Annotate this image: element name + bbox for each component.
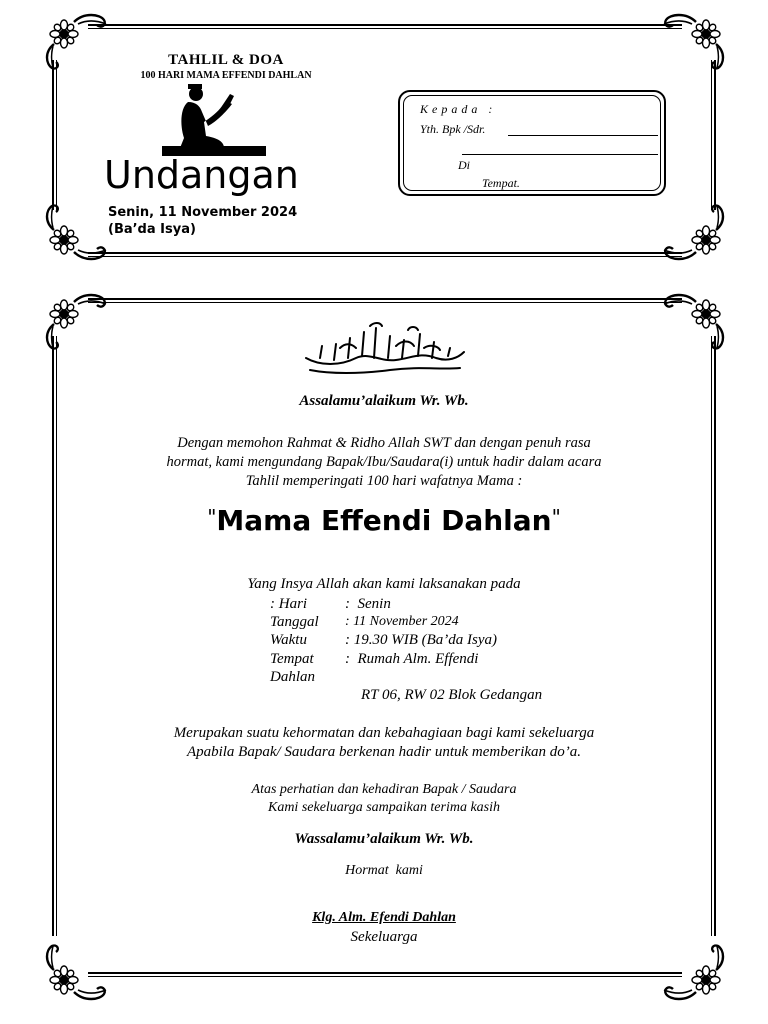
detail-hari-label: : Hari [270, 596, 308, 612]
intro-line: Dengan memohon Rahmat & Ridho Allah SWT dan dengan penuh rasa [177, 435, 591, 451]
greeting: Assalamu’alaikum Wr. Wb. [299, 393, 469, 409]
detail-tempat-label: Tempat [270, 651, 314, 667]
closing-line: Apabila Bapak/ Saudara berkenan hadir untuk memberikan do’a. [186, 744, 582, 760]
corner-ornament-icon [656, 292, 726, 350]
closing-line: Atas perhatian dan kehadiran Bapak / Saudara [251, 782, 517, 797]
quote-open: " [207, 505, 217, 529]
detail-address: RT 06, RW 02 Blok Gedangan [361, 687, 543, 703]
event-date: Senin, 11 November 2024 [108, 205, 298, 220]
intro-line: Tahlil memperingati 100 hari wafatnya Mama : [245, 473, 523, 489]
farewell: Wassalamu’alaikum Wr. Wb. [294, 831, 474, 847]
bismillah-calligraphy-icon [300, 318, 468, 378]
detail-waktu-value: : 19.30 WIB (Ba’da Isya) [345, 632, 498, 648]
corner-ornament-icon [44, 944, 114, 1002]
closing-paragraph-1 [116, 724, 652, 762]
corner-ornament-icon [656, 944, 726, 1002]
tempat-label: Tempat. [482, 176, 520, 190]
detail-waktu-label: Waktu [270, 632, 307, 648]
intro-paragraph [116, 434, 652, 491]
event-title: TAHLIL & DOA [168, 52, 284, 68]
kepada-label: Kepada : [420, 102, 497, 116]
deceased-name-text: Mama Effendi Dahlan [216, 504, 552, 537]
closing-line: Merupakan suatu kehormatan dan kebahagiaan bagi kami sekeluarga [173, 725, 595, 741]
yth-label: Yth. Bpk /Sdr. [420, 122, 486, 136]
detail-tempat-cont: Dahlan [270, 669, 315, 685]
closing-paragraph-2 [116, 781, 652, 817]
quote-close: " [551, 505, 561, 529]
di-label: Di [458, 158, 470, 172]
detail-tanggal-value: : 11 November 2024 [345, 614, 459, 629]
closing-line: Kami sekeluarga sampaikan terima kasih [267, 800, 500, 815]
detail-tempat-value: : Rumah Alm. Effendi [345, 651, 479, 667]
corner-ornament-icon [44, 292, 114, 350]
deceased-name [116, 504, 652, 537]
event-subtitle: 100 HARI MAMA EFFENDI DAHLAN [140, 70, 312, 81]
detail-tanggal-label: Tanggal [270, 614, 319, 630]
schedule-intro: Yang Insya Allah akan kami laksanakan pada [247, 576, 521, 592]
detail-hari-value: : Senin [345, 596, 391, 612]
event-time-note: (Ba’da Isya) [108, 222, 196, 237]
regards: Hormat kami [345, 863, 423, 878]
signature: Klg. Alm. Efendi Dahlan [312, 910, 456, 925]
intro-line: hormat, kami mengundang Bapak/Ibu/Saudara(i) untuk hadir dalam acara [166, 454, 602, 470]
family: Sekeluarga [350, 929, 418, 945]
invitation-heading: Undangan [104, 153, 299, 197]
